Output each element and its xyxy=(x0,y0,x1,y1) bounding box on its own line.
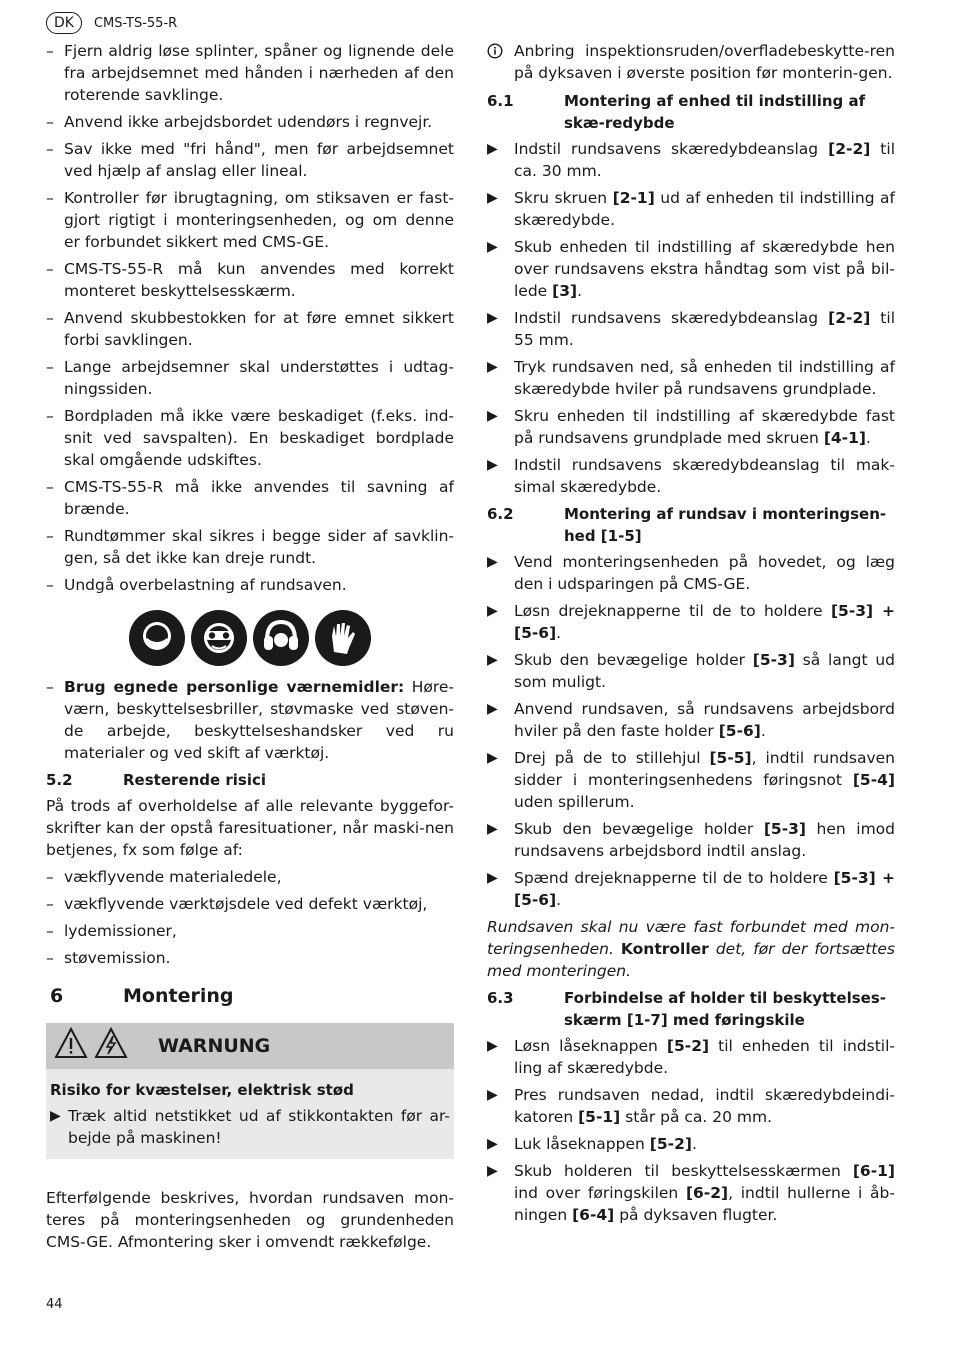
section-5-2-heading: 5.2 Resterende risici xyxy=(46,771,267,789)
ppe-icons xyxy=(46,610,454,666)
list-item: – vækflyvende materialedele, xyxy=(46,868,282,886)
list-item: – vækflyvende værktøjsdele ved defekt værktøj, xyxy=(46,895,428,913)
warning-instruction: ▶ Træk altid netstikket ud af stikkontakten før ar-bejde på maskinen! xyxy=(50,1107,450,1147)
list-item: – Undgå overbelastning af rundsaven. xyxy=(46,576,347,594)
list-item: ▶ Skub den bevægelige holder [5-3] så langt ud som muligt. xyxy=(487,651,895,691)
right-column xyxy=(487,40,895,1231)
list-item: ▶ Indstil rundsavens skæredybdeanslag [2-2] til 55 mm. xyxy=(487,309,895,349)
list-item: – lydemissioner, xyxy=(46,922,177,940)
section-6-1-steps xyxy=(487,138,895,498)
list-item: ▶ Pres rundsaven nedad, indtil skæredybdeindi-katoren [5-1] står på ca. 20 mm. xyxy=(487,1086,895,1126)
list-item: ▶ Skub enheden til indstilling af skæredybde hen over rundsavens ekstra håndtag som vist på bil-lede [3]. xyxy=(487,238,895,300)
residual-risk-list xyxy=(46,866,454,969)
list-item: ▶ Løsn drejeknapperne til de to holdere [5-3] + [5-6]. xyxy=(487,602,896,642)
list-item: ▶ Vend monteringsenheden på hovedet, og læg den i udsparingen på CMS-GE. xyxy=(487,553,895,593)
list-item: ▶ Skub holderen til beskyttelsesskærmen [6-1] ind over føringskilen [6-2], indtil hullerne i åb-ningen [6-4] på dyksaven flugter. xyxy=(487,1162,895,1224)
document-id: CMS-TS-55-R xyxy=(93,15,178,31)
list-item: – Kontroller før ibrugtagning, om stiksaven er fast-gjort rigtigt i monteringsenheden, og om denne er forbundet sikkert med CMS-GE. xyxy=(46,189,454,251)
ppe-instruction: – Brug egnede personlige værnemidler: Høre-værn, beskyttelsesbriller, støvmaske ved støven-de arbejde, beskyttelseshandsker ved ru materialer og ved skift af værktøj. xyxy=(46,678,454,762)
section-6-2-heading: 6.2 Montering af rundsav i monteringsen-hed [1-5] xyxy=(487,505,887,545)
warning-risk: Risiko for kvæstelser, elektrisk stød xyxy=(50,1081,354,1099)
list-item: – Rundtømmer skal sikres i begge sider af savklin-gen, så det ikke kan dreje rundt. xyxy=(46,527,454,567)
page-number: 44 xyxy=(46,1297,63,1312)
list-item: ▶ Tryk rundsaven ned, så enheden til indstilling af skæredybde hviler på rundsavens grundplade. xyxy=(487,358,895,398)
list-item: ▶ Indstil rundsavens skæredybdeanslag til mak-simal skæredybde. xyxy=(487,456,895,496)
section-6-1-heading: 6.1 Montering af enhed til indstilling af skæ-redybde xyxy=(487,92,866,132)
section-5-2-intro: På trods af overholdelse af alle relevante byggefor-skrifter kan der opstå faresituationer, når maski-nen betjenes, fx som følge af: xyxy=(46,797,454,859)
list-item: ▶ Drej på de to stillehjul [5-5], indtil rundsaven sidder i monteringsenhedens føringsnot [5-4] uden spillerum. xyxy=(487,749,895,811)
warning-title: WARNUNG xyxy=(158,1035,271,1057)
list-item: – støvemission. xyxy=(46,949,171,967)
list-item: ▶ Spænd drejeknapperne til de to holdere [5-3] + [5-6]. xyxy=(487,869,895,909)
left-column xyxy=(46,40,454,1258)
section-6-heading: 6 Montering xyxy=(50,985,234,1007)
section-6-2-check-note: Rundsaven skal nu være fast forbundet med mon-teringsenheden. Kontroller det, før der fortsættes med monteringen. xyxy=(487,918,895,980)
section-6-2-steps xyxy=(487,551,895,911)
page-header xyxy=(46,12,177,34)
gloves-icon xyxy=(315,610,371,666)
list-item: – CMS-TS-55-R må ikke anvendes til savning af brænde. xyxy=(46,478,454,518)
section-6-3-heading: 6.3 Forbindelse af holder til beskyttelses-skærm [1-7] med føringskile xyxy=(487,989,886,1029)
safety-dash-list xyxy=(46,40,454,596)
list-item: – Anvend ikke arbejdsbordet udendørs i regnvejr. xyxy=(46,113,433,131)
list-item: – Sav ikke med "fri hånd", men før arbejdsemnet ved hjælp af anslag eller lineal. xyxy=(46,140,454,180)
language-badge: DK xyxy=(46,12,82,34)
warning-box xyxy=(46,1023,454,1159)
list-item: ▶ Løsn låseknappen [5-2] til enheden til indstil-ling af skæredybde. xyxy=(487,1037,896,1077)
list-item: ▶ Luk låseknappen [5-2]. xyxy=(487,1135,697,1153)
dust-mask-icon xyxy=(129,610,185,666)
section-6-3-steps xyxy=(487,1035,895,1226)
list-item: – Bordpladen må ikke være beskadiget (f.eks. ind-snit ved savspalten). En beskadiget bordplade skal omgående udskiftes. xyxy=(46,407,454,469)
list-item: ▶ Skru skruen [2-1] ud af enheden til indstilling af skæredybde. xyxy=(487,189,895,229)
warning-header xyxy=(46,1023,454,1069)
list-item: ▶ Anvend rundsaven, så rundsavens arbejdsbord hviler på den faste holder [5-6]. xyxy=(487,700,895,740)
ear-protection-icon xyxy=(253,610,309,666)
warning-body xyxy=(46,1069,454,1159)
list-item: – Anvend skubbestokken for at føre emnet sikkert forbi savklingen. xyxy=(46,309,454,349)
section-6-text: Efterfølgende beskrives, hvordan rundsaven mon-teres på monteringsenheden og grundenheden CMS-GE. Afmontering sker i omvendt rækkefølge. xyxy=(46,1189,454,1251)
list-item: – CMS-TS-55-R må kun anvendes med korrekt monteret beskyttelsesskærm. xyxy=(46,260,454,300)
list-item: ▶ Skru enheden til indstilling af skæredybde fast på rundsavens grundplade med skruen [4-1]. xyxy=(487,407,895,447)
warning-triangle-icon xyxy=(54,1026,88,1066)
info-icon xyxy=(487,40,503,65)
list-item: – Fjern aldrig løse splinter, spåner og lignende dele fra arbejdsemnet med hånden i nærheden af den roterende savklinge. xyxy=(46,42,454,104)
list-item: – Lange arbejdsemner skal understøttes i udtag-ningssiden. xyxy=(46,358,454,398)
list-item: ▶ Skub den bevægelige holder [5-3] hen imod rundsavens arbejdsbord indtil anslag. xyxy=(487,820,895,860)
safety-glasses-icon xyxy=(191,610,247,666)
electric-hazard-icon xyxy=(94,1026,128,1066)
info-note: Anbring inspektionsruden/overfladebeskytte-ren på dyksaven i øverste position før monterin-gen. xyxy=(487,40,895,84)
list-item: ▶ Indstil rundsavens skæredybdeanslag [2-2] til ca. 30 mm. xyxy=(487,140,895,180)
